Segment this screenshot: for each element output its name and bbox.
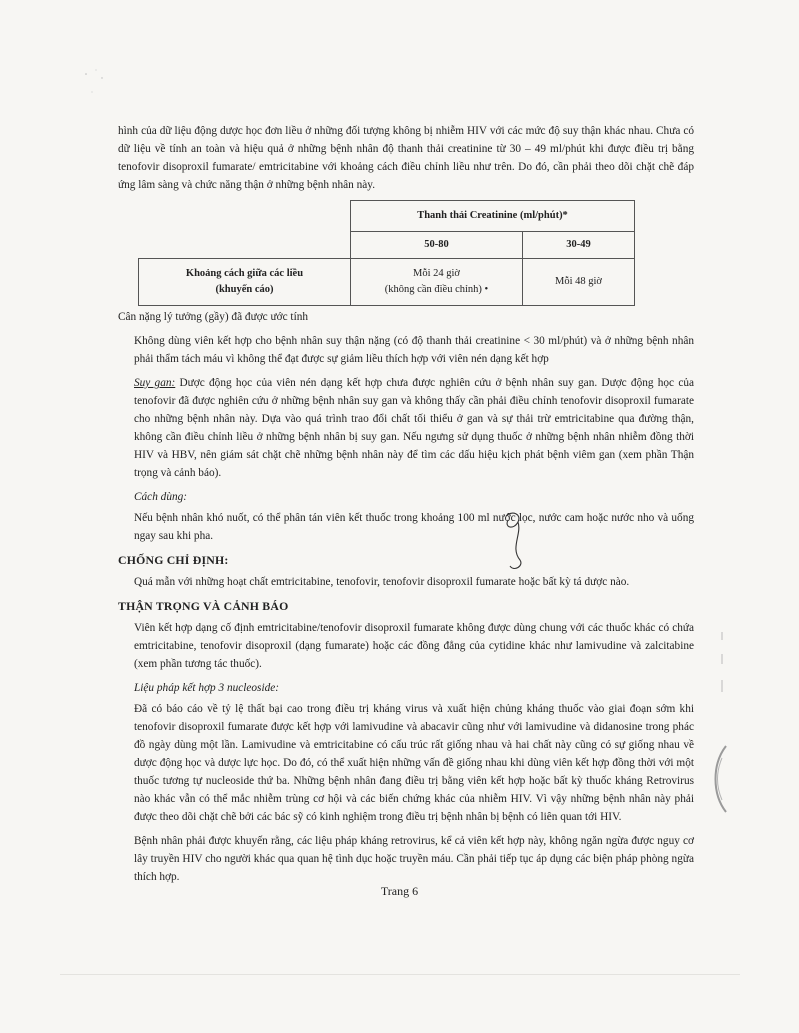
- paragraph-renal-data: hình của dữ liệu động dược học đơn liều ở những đối tượng không bị nhiễm HIV với các mức độ suy thận khác nhau. Chưa có dữ liệu về tính an toàn và hiệu quả ở những bệnh nhân độ thanh thải creatinine từ 30 – 49 ml/phút khi được điều trị bằng tenofovir disoproxil fumarate/ emtricitabine với khoảng cách điều chỉnh liều như trên. Do đó, cần phải theo dõi chặt chẽ đáp ứng lâm sàng và chức năng thận ở những bệnh nhân này.: [118, 125, 694, 191]
- paragraph-severe-renal: Không dùng viên kết hợp cho bệnh nhân suy thận nặng (có độ thanh thải creatinine < 30 ml/phút) và ở những bệnh nhân phải thẩm tách máu vì không thể đạt được sự giảm liều thích hợp với viên nén dạng kết hợp: [134, 335, 694, 365]
- page-number: Trang 6: [380, 884, 419, 898]
- liver-label: Suy gan:: [134, 377, 176, 389]
- paragraph-triple-therapy: Đã có báo cáo về tỷ lệ thất bại cao trong điều trị kháng virus và xuất hiện chủng kháng thuốc vào giai đoạn sớm khi tenofovir disoproxil fumarate được kết hợp với lamivudine và abacavir cũng như với lamivudine và didanosine trong phác đồ ngày dùng một lần. Lamivudine và emtricitabine có cấu trúc rất giống nhau và hai chất này cũng có sự giống nhau về dược động học và dược lực học. Do đó, có thể xuất hiện những vấn đề giống nhau khi dùng viên kết hợp đồng thời với một thuốc tương tự nucleoside thứ ba. Những bệnh nhân đang điều trị bằng viên kết hợp hoặc bất kỳ thuốc kháng Retrovirus nào khác vẫn có thể mắc nhiễm trùng cơ hội và các biến chứng khác của nhiễm HIV. Vì vậy những bệnh nhân này phải được theo dõi chặt chẽ bởi các bác sỹ có kinh nghiệm trong điều trị bệnh nhân bị bệnh có liên quan tới HIV.: [134, 703, 694, 823]
- table-header-creatinine: Thanh thải Creatinine (ml/phút)*: [351, 201, 635, 232]
- paragraph-contraindications: Quá mẫn với những hoạt chất emtricitabine, tenofovir, tenofovir disoproxil fumarate hoặc bất kỳ tá dược nào.: [134, 576, 630, 588]
- creatinine-dosing-table: [138, 200, 635, 306]
- margin-marks: [716, 630, 728, 700]
- scan-specks: [82, 66, 122, 106]
- document-body: [118, 122, 694, 892]
- table-cell-48h: Mỗi 48 giờ: [523, 259, 635, 306]
- table-cell-24h: Mỗi 24 giờ (không cần điều chỉnh) •: [351, 259, 523, 306]
- paragraph-transmission-advice: Bệnh nhân phải được khuyến rằng, các liệu pháp kháng retrovirus, kể cả viên kết hợp này, không ngăn ngừa được nguy cơ lây truyền HIV cho người khác qua quan hệ tình dục hoặc truyền máu. Cần phải tiếp tục áp dụng các biện pháp phòng ngừa thích hợp.: [134, 835, 694, 883]
- handwritten-mark: [500, 508, 540, 578]
- table-col-30-49: 30-49: [523, 232, 635, 259]
- table-row-label: Khoảng cách giữa các liều (khuyến cáo): [139, 259, 351, 306]
- heading-contraindications: CHỐNG CHỈ ĐỊNH:: [118, 553, 229, 567]
- table-col-50-80: 50-80: [351, 232, 523, 259]
- paragraph-usage: Nếu bệnh nhân khó nuốt, có thể phân tán viên kết thuốc trong khoảng 100 ml nước lọc, nước cam hoặc nước nho và uống ngay sau khi pha.: [134, 512, 694, 542]
- stamp-edge: [706, 744, 730, 814]
- paragraph-liver: Suy gan: Dược động học của viên nén dạng kết hợp chưa được nghiên cứu ở bệnh nhân suy gan. Dược động học của tenofovir đã được nghiên cứu ở những bệnh nhân suy gan và không thấy cần phải điều chỉnh tenofovir disoproxil fumarate cho những bệnh nhân này. Dựa vào quá trình trao đổi chất tối thiểu ở gan và sự thải trừ emtricitabine qua đường thận, không cần điều chỉnh liều ở những bệnh nhân bị suy gan. Nếu ngưng sử dụng thuốc ở những bệnh nhân nhiễm đồng thời HIV và HBV, nên giám sát chặt chẽ những bệnh nhân này để tìm các dấu hiệu kịch phát bệnh viêm gan (xem phần Thận trọng và cảnh báo).: [134, 377, 694, 479]
- usage-label: Cách dùng:: [134, 491, 188, 503]
- weight-note: Cân nặng lý tưởng (gầy) đã được ước tính: [118, 311, 309, 323]
- heading-warnings: THẬN TRỌNG VÀ CẢNH BÁO: [118, 599, 289, 613]
- triple-therapy-label: Liệu pháp kết hợp 3 nucleoside:: [134, 682, 280, 694]
- paragraph-warnings: Viên kết hợp dạng cố định emtricitabine/tenofovir disoproxil fumarate không được dùng chung với các thuốc khác có chứa emtricitabine, tenofovir disoproxil (dạng fumarate) hoặc các đồng đẳng của cytidine khác như lamivudine và zalcitabine (xem phần tương tác thuốc).: [134, 622, 694, 670]
- footer-rule: [60, 974, 740, 975]
